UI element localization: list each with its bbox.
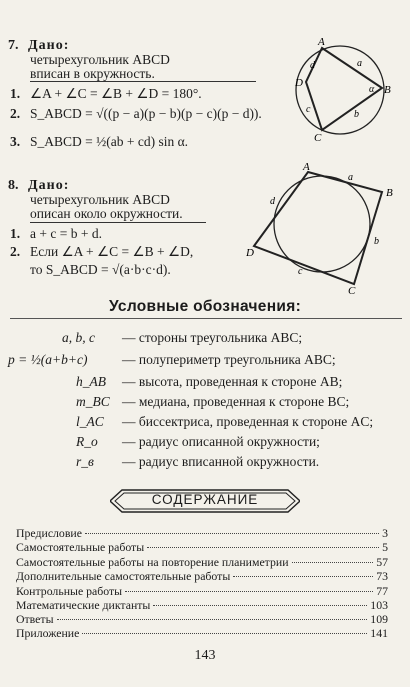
toc-leader: [125, 591, 373, 592]
section-7-line2: вписан в окружность.: [30, 66, 155, 81]
toc-entry-page: 109: [370, 612, 388, 626]
toc-row[interactable]: [16, 555, 388, 569]
toc-entry-name: Ответы: [16, 612, 54, 626]
fig1-label-D: D: [295, 77, 303, 89]
toc-entry-name: Предисловие: [16, 526, 82, 540]
fig1-side-c: c: [306, 104, 311, 115]
toc-leader: [153, 605, 367, 606]
divider: [10, 318, 402, 319]
notation-symbol: h_AB: [76, 374, 106, 389]
fig2-side-b: b: [374, 236, 379, 247]
toc-row[interactable]: [16, 569, 388, 583]
toc-entry-page: 57: [376, 555, 388, 569]
section-7-number: 7.: [8, 38, 19, 53]
fig1-label-B: B: [384, 84, 391, 96]
toc-leader: [85, 533, 379, 534]
s8-formula2-number: 2.: [10, 244, 21, 259]
fig1-angle-alpha: α: [369, 84, 375, 95]
fig2-side-c: c: [298, 266, 303, 277]
notation-symbol: p = ½(a+b+c): [8, 352, 88, 367]
toc-row[interactable]: [16, 626, 388, 640]
fig2-label-C: C: [348, 285, 356, 294]
notation-title: Условные обозначения:: [108, 298, 302, 315]
toc-row[interactable]: [16, 612, 388, 626]
toc-entry-page: 3: [382, 526, 388, 540]
toc-entry-name: Приложение: [16, 626, 80, 640]
fig2-label-B: B: [386, 187, 393, 199]
toc-title: СОДЕРЖАНИЕ: [151, 492, 259, 507]
fig1-side-a: a: [357, 58, 362, 69]
toc-entry-page: 5: [382, 540, 388, 554]
section-8-line1: четырехугольник ABCD: [30, 192, 170, 207]
fig2-label-D: D: [246, 247, 254, 259]
notation-symbol: a, b, c: [62, 330, 95, 345]
notation-symbol: m_BC: [76, 394, 110, 409]
toc-leader: [57, 619, 368, 620]
toc-row[interactable]: [16, 598, 388, 612]
s7-formula2-number: 2.: [10, 106, 21, 121]
toc-entry-name: Контрольные работы: [16, 584, 123, 598]
notation-symbol: r_в: [76, 454, 94, 469]
toc-row[interactable]: [16, 584, 388, 598]
fig1-side-b: b: [354, 109, 359, 120]
toc-entry-page: 141: [370, 626, 388, 640]
s7-formula1: ∠A + ∠C = ∠B + ∠D = 180°.: [30, 86, 202, 101]
toc-leader: [82, 633, 367, 634]
s7-formula2: S_ABCD = √((p − a)(p − b)(p − c)(p − d)).: [30, 106, 262, 121]
notation-list: [0, 330, 410, 480]
toc-entry-name: Самостоятельные работы на повторение планиметрии: [16, 555, 289, 569]
toc-entry-page: 73: [376, 569, 388, 583]
s7-formula3: S_ABCD = ½(ab + cd) sin α.: [30, 134, 189, 149]
section-8-number: 8.: [8, 178, 19, 193]
toc-leader: [147, 547, 379, 548]
s8-formula1: a + c = b + d.: [30, 226, 102, 241]
section-7-given: Дано:: [28, 38, 70, 53]
toc-entry-name: Математические диктанты: [16, 598, 151, 612]
toc-entry-name: Самостоятельные работы: [16, 540, 145, 554]
notation-symbol: l_AC: [76, 414, 104, 429]
divider: [30, 81, 256, 82]
toc-entry-name: Дополнительные самостоятельные работы: [16, 569, 231, 583]
section-8-given: Дано:: [28, 178, 70, 193]
toc-row[interactable]: [16, 540, 388, 554]
fig1-label-A: A: [318, 36, 325, 48]
page-number: 143: [194, 648, 216, 663]
cyclic-quadrilateral-figure: [280, 36, 400, 144]
s7-formula1-number: 1.: [10, 86, 21, 101]
section-7-line1: четырехугольник ABCD: [30, 52, 170, 67]
section-8-line2: описан около окружности.: [30, 206, 183, 221]
toc-leader: [233, 576, 373, 577]
notation-symbol: R_o: [76, 434, 98, 449]
toc-leader: [292, 562, 374, 563]
tangential-quadrilateral-figure: [246, 160, 406, 294]
notation-text: — биссектриса, проведенная к стороне AC;: [122, 414, 374, 429]
notation-text: — полупериметр треугольника ABC;: [122, 352, 336, 367]
s7-formula3-number: 3.: [10, 134, 21, 149]
fig1-side-d: d: [310, 60, 315, 71]
notation-text: — высота, проведенная к стороне AB;: [122, 374, 343, 389]
fig2-side-a: a: [348, 172, 353, 183]
toc-entry-page: 77: [376, 584, 388, 598]
notation-text: — стороны треугольника ABC;: [122, 330, 303, 345]
toc-row[interactable]: [16, 526, 388, 540]
toc-entry-page: 103: [370, 598, 388, 612]
divider: [30, 222, 206, 223]
notation-text: — радиус вписанной окружности.: [122, 454, 320, 469]
fig1-label-C: C: [314, 132, 322, 144]
s8-formula2b: то S_ABCD = √(a·b·c·d).: [30, 262, 171, 277]
notation-text: — медиана, проведенная к стороне BC;: [122, 394, 350, 409]
fig2-side-d: d: [270, 196, 275, 207]
s8-formula2a: Если ∠A + ∠C = ∠B + ∠D,: [30, 244, 194, 259]
notation-text: — радиус описанной окружности;: [122, 434, 320, 449]
s8-formula1-number: 1.: [10, 226, 21, 241]
fig2-label-A: A: [303, 161, 310, 173]
